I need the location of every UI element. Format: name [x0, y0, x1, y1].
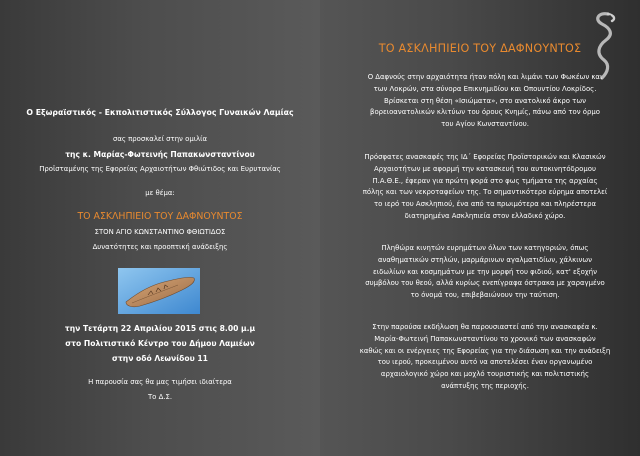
article-paragraph-3 [344, 243, 626, 302]
article-line: πόλης και των νεκροταφείων της. Το σημαντικότερο εύρημα αποτελεί [362, 188, 608, 197]
article-line: Π.Α.Θ.Ε., έφεραν για πρώτη φορά στο φως τμήματα της αρχαίας [372, 176, 598, 185]
event-venue: στο Πολιτιστικό Κέντρο του Δήμου Λαμιέων [65, 339, 255, 348]
article-line: του ιερού, προκειμένου αυτό να αποτελέσει έναν οργανωμένο [377, 358, 593, 367]
article-line: ειδωλίων και κοσμημάτων με την μορφή του φιδιού, κατ' εξοχήν [373, 267, 597, 276]
article-line: αρχαιολογικό χώρο και μοχλό τουριστικής και πολιτιστικής [380, 370, 590, 379]
speaker-name: της κ. Μαρίας-Φωτεινής Παπακωνσταντίνου [65, 150, 255, 159]
topic-intro: με θέμα: [145, 189, 175, 197]
article-line: Στην παρούσα εκδήλωση θα παρουσιαστεί από την ανασκαφέα κ. [372, 323, 598, 331]
topic-title: ΤΟ ΑΣΚΛΗΠΙΕΙΟ ΤΟΥ ΔΑΦΝΟΥΝΤΟΣ [77, 211, 243, 222]
article-line: το όνομά του, επιβεβαιώνουν την ταύτιση. [410, 291, 560, 300]
article-line: καθώς και οι ενέργειες της Εφορείας για την διάσωση και την ανάδειξη [359, 346, 611, 355]
article-line: συμβόλου του θεού, αλλά κυρίως ενεπίγραφα όστρακα με χαραγμένο [365, 279, 605, 288]
article-line: Μαρία-Φωτεινή Παπακωνσταντίνου το χρονικό των ανασκαφών [374, 334, 596, 343]
article-line: ανάπτυξης της περιοχής. [441, 381, 529, 390]
article-line: Πληθώρα κινητών ευρημάτων όλων των κατηγοριών, όπως [381, 244, 589, 252]
speaker-role: Προϊσταμένης της Εφορείας Αρχαιοτήτων Φθιώτιδος και Ευρυτανίας [39, 165, 281, 173]
article-line: Βρίσκεται στη θέση «Ισιώματα», στο ανατολικό άκρο των [384, 96, 586, 105]
topic-location: ΣΤΟΝ ΑΓΙΟ ΚΩΝΣΤΑΝΤΙΝΟ ΦΘΙΩΤΙΔΟΣ [94, 228, 226, 236]
article-line: διατηρημένα Ασκληπιεία στον ελλαδικό χώρο. [404, 211, 566, 220]
signature: Το Δ.Σ. [147, 393, 173, 401]
article-line: Πρόσφατες ανασκαφές της ΙΔ΄ Εφορείας Προϊστορικών και Κλασικών [364, 153, 606, 161]
article-paragraph-1 [344, 72, 626, 131]
event-date: την Τετάρτη 22 Απριλίου 2015 στις 8.00 μ.μ [64, 324, 256, 333]
invitation-text: σας προσκαλεί στην ομιλία [113, 135, 207, 143]
article-line: Αρχαιοτήτων με αφορμή την κατασκευή του αυτοκινητόδρομου [374, 164, 596, 173]
article-paragraph-2 [344, 152, 626, 223]
article-line: αναθηματικών στηλών, μαρμάρινων αγαλματιδίων, χάλκινων [378, 255, 592, 264]
event-address: στην οδό Λεωνίδου 11 [112, 354, 208, 363]
article-line: βορειοανατολικών κλιτύων του όρους Κνημίς, πάνω από τον όρμο [370, 108, 600, 117]
article-line: το ιερό του Ασκληπιού, ένα από τα πρωιμότερα και πληρέστερα [373, 200, 597, 209]
organizer-name: Ο Εξωραϊστικός - Εκπολιτιστικός Σύλλογος Γυναικών Λαμίας [26, 108, 294, 117]
article-line: των Λοκρών, στα σύνορα Επικνημιδίου και Οπουντίου Λοκρίδος. [373, 84, 597, 93]
article-paragraph-4 [344, 322, 626, 393]
inscribed-ostracon-image [118, 268, 200, 314]
article-line: του Αγίου Κωνσταντίνου. [441, 120, 529, 129]
article-title: ΤΟ ΑΣΚΛΗΠΙΕΙΟ ΤΟΥ ΔΑΦΝΟΥΝΤΟΣ [378, 42, 582, 55]
article-line: Ο Δαφνούς στην αρχαιότητα ήταν πόλη και λιμάνι των Φωκέων και [367, 73, 603, 81]
topic-subtitle: Δυνατότητες και προοπτική ανάδειξης [92, 243, 228, 251]
closing-note: Η παρουσία σας θα μας τιμήσει ιδιαίτερα [88, 378, 232, 386]
